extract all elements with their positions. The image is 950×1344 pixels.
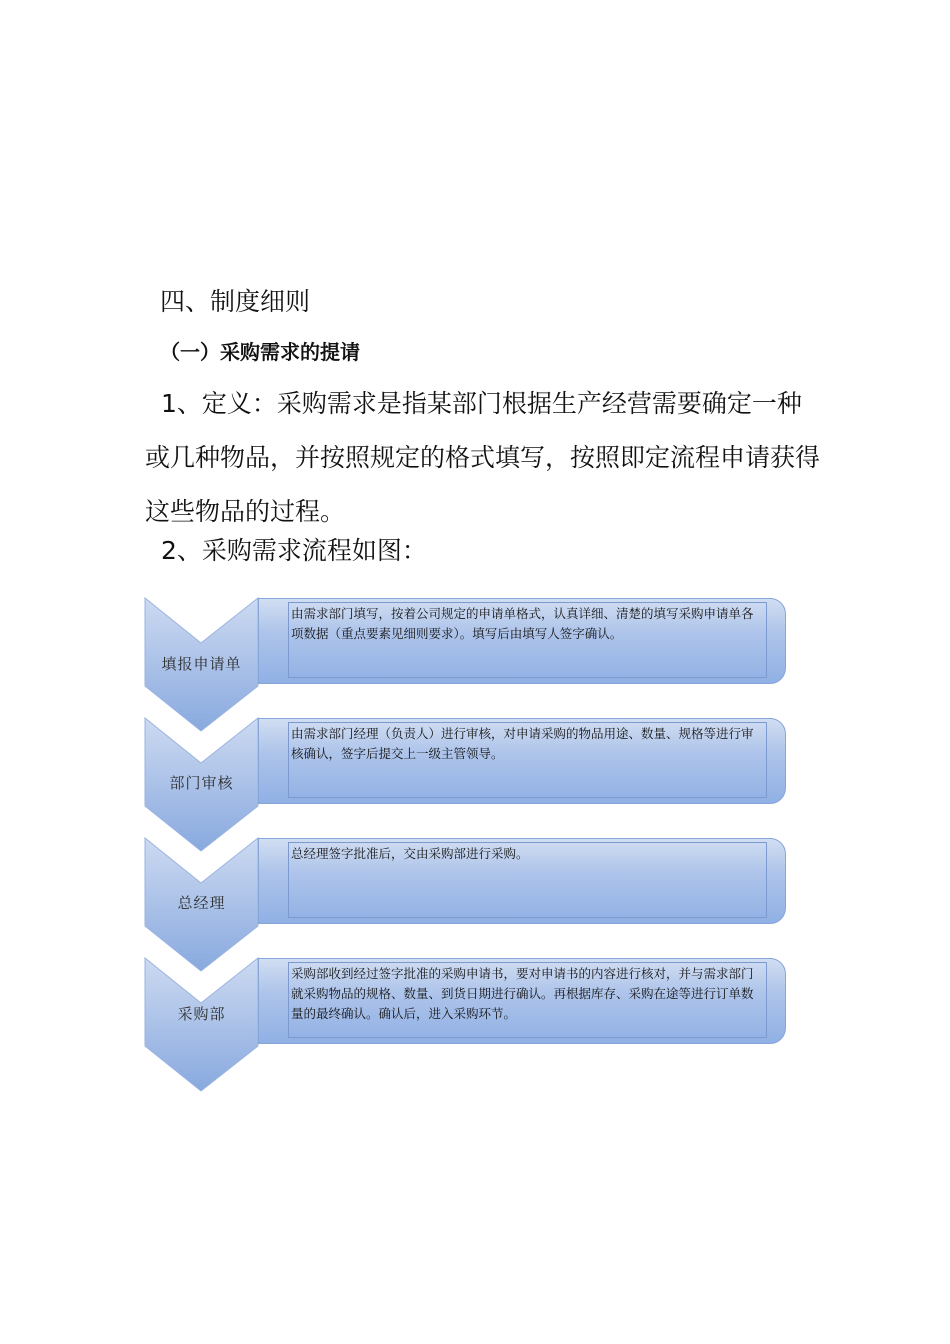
flow-intro: 2、采购需求流程如图： [161,536,427,565]
step-4-label: 采购部 [177,1005,226,1023]
step-1-description: 由需求部门填写，按着公司规定的申请单格式，认真详细、清楚的填写采购申请单各项数据（重点要素见细则要求）。填写后由填写人签字确认。 [288,602,767,678]
step-3-description: 总经理签字批准后，交由采购部进行采购。 [288,842,767,918]
step-1-label: 填报申请单 [161,655,242,673]
step-4-description: 采购部收到经过签字批准的采购申请书，要对申请书的内容进行核对，并与需求部门就采购物品的规格、数量、到货日期进行确认。再根据库存、采购在途等进行订单数量的最终确认。确认后，进入采购环节。 [288,962,767,1038]
step-2-label: 部门审核 [169,774,234,792]
step-2-description: 由需求部门经理（负责人）进行审核，对申请采购的物品用途、数量、规格等进行审核确认，签字后提交上一级主管领导。 [288,722,767,798]
step-3-label: 总经理 [177,894,226,912]
subsection-heading: （一）采购需求的提请 [160,340,360,364]
definition-paragraph: 1、定义：采购需求是指某部门根据生产经营需要确定一种或几种物品，并按照规定的格式填写，按照即定流程申请获得这些物品的过程。 [145,389,821,526]
section-heading: 四、制度细则 [160,287,311,316]
